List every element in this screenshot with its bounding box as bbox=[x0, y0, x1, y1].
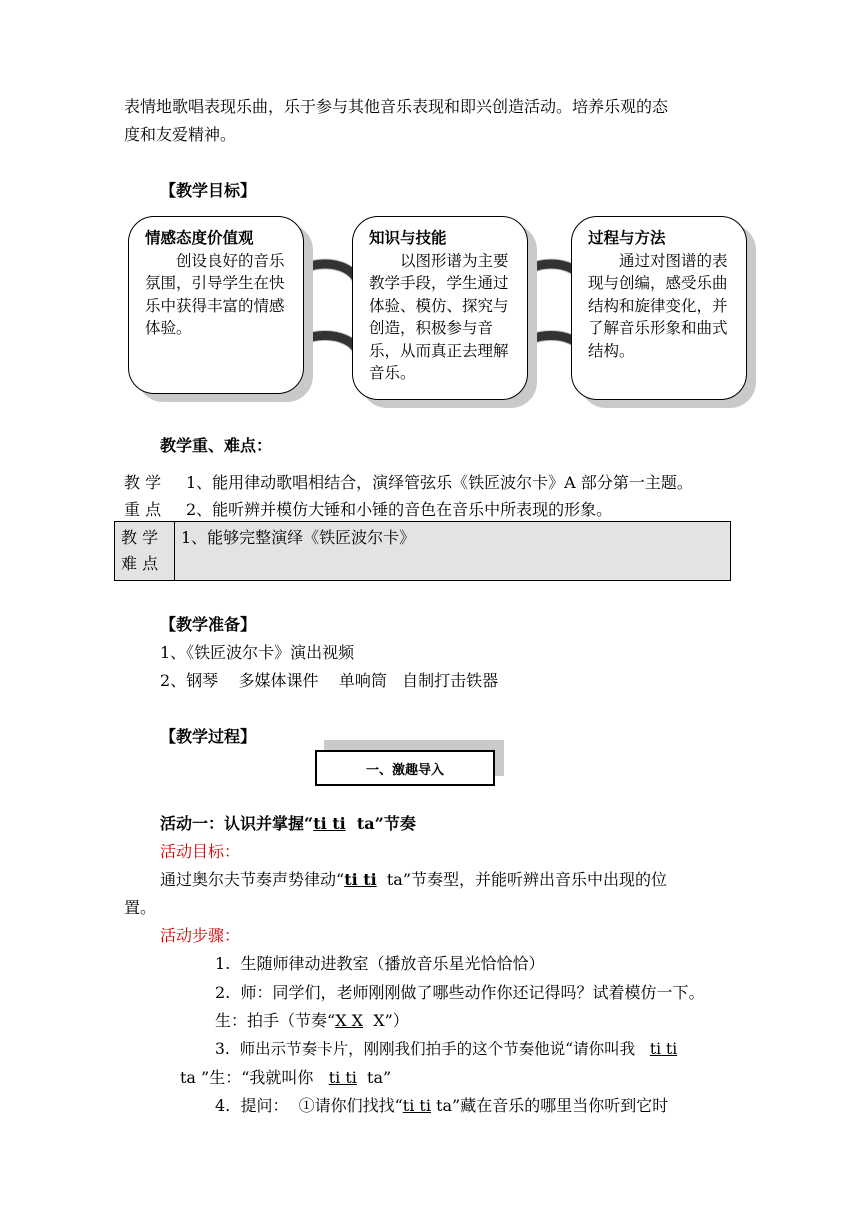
intro-line-1: 表情地歌唱表现乐曲，乐于参与其他音乐表现和即兴创造活动。培养乐观的态 bbox=[124, 97, 669, 116]
key-label-1: 教 学 bbox=[124, 473, 162, 492]
goal-title: 过程与方法 bbox=[588, 228, 666, 247]
activity-title bbox=[160, 811, 416, 834]
step-1: 1. 生随师律动进教室（播放音乐星光恰恰恰） bbox=[215, 954, 545, 973]
goal-text: 以图形谱为主要教学手段，学生通过体验、模仿、探究与创造，积极参与音乐，从而真正去理解音乐。 bbox=[369, 251, 509, 382]
goal-box-process bbox=[571, 216, 747, 400]
difficult-label-1: 教 学 bbox=[121, 528, 159, 547]
section-title: 一、激趣导入 bbox=[365, 762, 444, 778]
step-4 bbox=[215, 1093, 668, 1116]
section-title-box bbox=[315, 750, 495, 786]
goal-title: 情感态度价值观 bbox=[145, 228, 254, 247]
step-3-cont bbox=[180, 1065, 391, 1088]
step-2-answer bbox=[215, 1008, 409, 1031]
difficult-item-1: 1、能够完整演绎《铁匠波尔卡》 bbox=[181, 528, 416, 547]
activity-goal-line-1 bbox=[160, 867, 667, 890]
step-3 bbox=[215, 1037, 677, 1059]
activity-title-rhythm: ti ti bbox=[313, 814, 346, 833]
step-3-cont-post: ta” bbox=[356, 1068, 392, 1087]
process-heading: 【教学过程】 bbox=[160, 727, 257, 746]
difficult-label-2: 难 点 bbox=[121, 554, 159, 573]
goal-post: ta”节奏型，并能听辨出音乐中出现的位 bbox=[376, 870, 668, 889]
step-2-rhythm: X X bbox=[335, 1011, 364, 1030]
key-label-2: 重 点 bbox=[124, 500, 162, 519]
difficult-table bbox=[114, 521, 731, 581]
key-heading: 教学重、难点： bbox=[160, 436, 273, 455]
goal-rhythm: ti ti bbox=[344, 870, 377, 889]
difficult-label-cell bbox=[115, 522, 175, 581]
key-item-2: 2、能听辨并模仿大锤和小锤的音色在音乐中所表现的形象。 bbox=[186, 500, 613, 519]
goal-text: 创设良好的音乐氛围，引导学生在快乐中获得丰富的情感体验。 bbox=[145, 251, 285, 337]
step-4-pre: 4. 提问： ①请你们找找“ bbox=[215, 1096, 403, 1115]
prep-item-1: 1、《铁匠波尔卡》演出视频 bbox=[160, 643, 355, 662]
step-4-post: ta”藏在音乐的哪里当你听到它时 bbox=[430, 1096, 669, 1115]
step-2: 2. 师：同学们，老师刚刚做了哪些动作你还记得吗？试着模仿一下。 bbox=[215, 983, 705, 1002]
goals-heading: 【教学目标】 bbox=[160, 181, 257, 200]
step-2-answer-pre: 生：拍手（节奏“ bbox=[215, 1011, 336, 1030]
step-3-cont-pre: ta ”生：“我就叫你 bbox=[180, 1068, 329, 1087]
goal-title: 知识与技能 bbox=[369, 228, 447, 247]
difficult-item-cell bbox=[175, 522, 731, 581]
key-item-1: 1、能用律动歌唱相结合，演绎管弦乐《铁匠波尔卡》A 部分第一主题。 bbox=[186, 473, 693, 492]
step-3-pre: 3. 师出示节奏卡片，刚刚我们拍手的这个节奏他说“请你叫我 bbox=[215, 1040, 650, 1058]
step-2-answer-post: X”） bbox=[363, 1011, 409, 1030]
step-4-rhythm: ti ti bbox=[402, 1096, 431, 1115]
activity-steps-label: 活动步骤： bbox=[160, 926, 241, 945]
step-3-rhythm: ti ti bbox=[649, 1040, 678, 1058]
prep-item-2: 2、钢琴 多媒体课件 单响筒 自制打击铁器 bbox=[160, 671, 499, 690]
activity-goal-line-2: 置。 bbox=[124, 898, 157, 917]
goal-pre: 通过奥尔夫节奏声势律动“ bbox=[160, 870, 345, 889]
goal-text: 通过对图谱的表现与创编，感受乐曲结构和旋律变化，并了解音乐形象和曲式结构。 bbox=[588, 251, 728, 360]
activity-goal-label: 活动目标： bbox=[160, 842, 241, 861]
intro-line-2: 度和友爱精神。 bbox=[124, 125, 237, 144]
step-3-cont-rhythm: ti ti bbox=[328, 1068, 357, 1087]
activity-title-post: ta”节奏 bbox=[345, 814, 416, 833]
goal-box-knowledge bbox=[352, 216, 528, 400]
goal-box-attitude bbox=[128, 216, 304, 394]
activity-title-pre: 活动一：认识并掌握“ bbox=[160, 814, 314, 833]
prep-heading: 【教学准备】 bbox=[160, 615, 257, 634]
